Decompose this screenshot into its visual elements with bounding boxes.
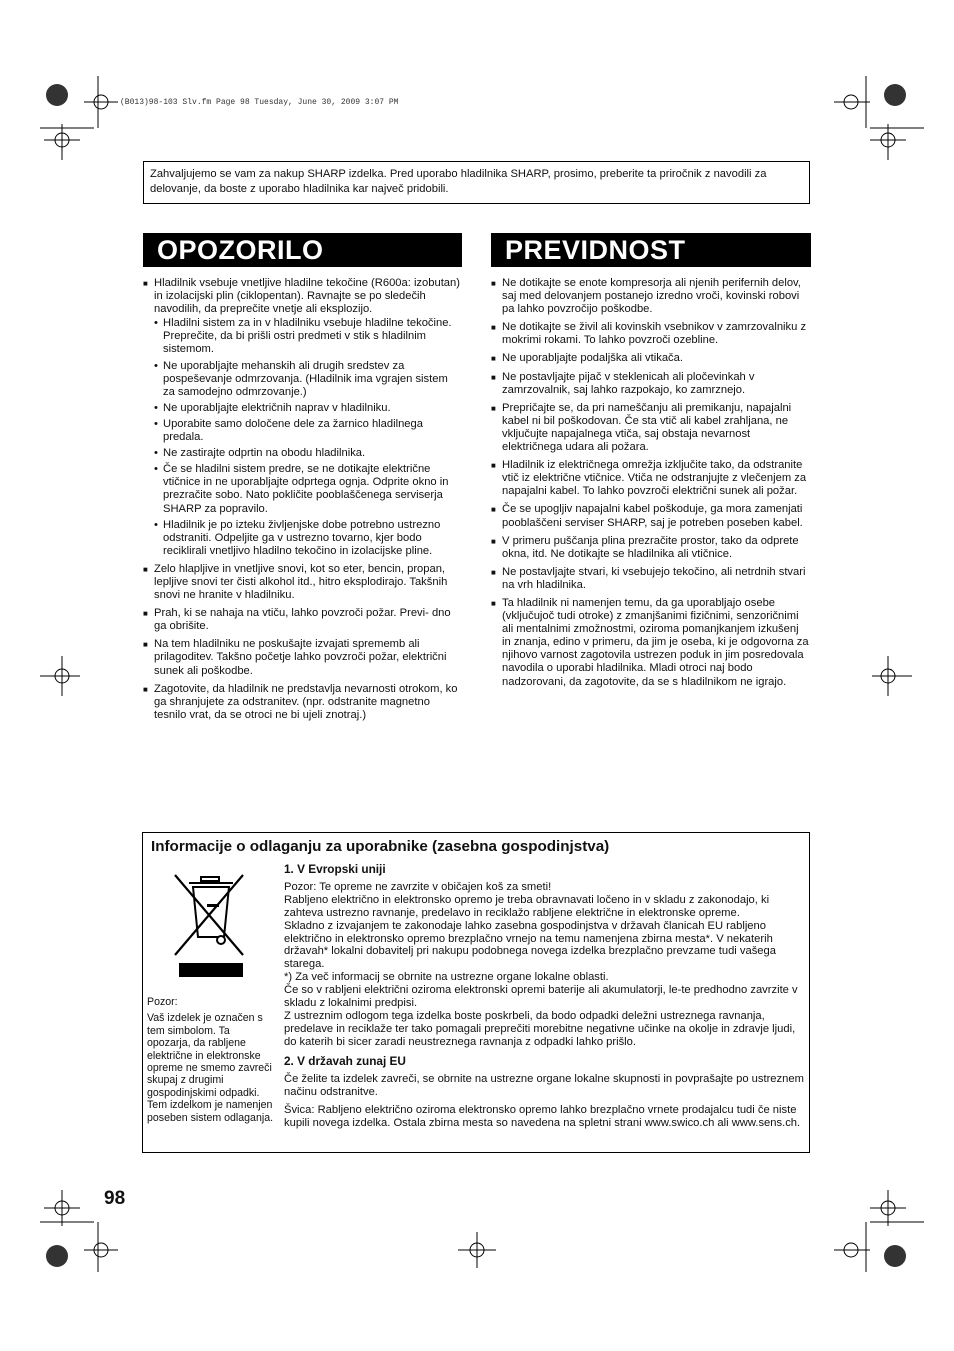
- caution-banner: PREVIDNOST: [491, 233, 811, 267]
- disposal-note: [147, 996, 275, 1128]
- caution-item: ■ Če se upogljiv napajalni kabel poškoduje, ga mora zamenjati pooblaščeni serviser SHARP, saj je potreben poseben kabel.: [491, 503, 810, 529]
- caution-item: ■ Ne uporabljajte podaljška ali vtikača.: [491, 352, 810, 365]
- non-eu-paragraph: Če želite ta izdelek zavreči, se obrnite na ustrezne organe lokalne skupnosti in povprašajte po ustreznem načinu odstranitve.: [284, 1072, 804, 1098]
- eu-paragraph: *) Za več informacij se obrnite na ustrezne organe lokalne oblasti.: [284, 971, 609, 984]
- disposal-info-box: [142, 832, 810, 1153]
- crossed-out-wheelie-bin-icon: [171, 871, 249, 981]
- caution-item: ■ Ne dotikajte se enote kompresorja ali njenih perifernih delov, saj med delovanjem postanejo izredno vroči, kovinski robovi pa lahko povzročijo poškodbe.: [491, 277, 810, 316]
- warning-item: ■ Zelo hlapljive in vnetljive snovi, kot so eter, bencin, propan, lepljive snovi ter čisti alkohol itd., hitro eksplodirajo. Takšnih snovi ne hranite v hladilniku.: [143, 563, 461, 602]
- note-label: Pozor:: [147, 996, 178, 1008]
- page-number: 98: [104, 1188, 126, 1209]
- warning-item: ■ Prah, ki se nahaja na vtiču, lahko povzroči požar. Previ- dno ga obrišite.: [143, 607, 461, 633]
- caution-item: ■ Prepričajte se, da pri nameščanju ali premikanju, napajalni kabel ni bil poškodovan. Če sta vtič ali kabel zrahljana, ne vključujte napajalnega vtiča, saj obstaja nevarnost električnega udara ali požara.: [491, 402, 810, 454]
- caution-item: ■ Ta hladilnik ni namenjen temu, da ga uporabljajo osebe (vključujoč tudi otroke) z zmanjšanimi fizičnimi, senzoričnimi ali mentalnimi zmožnostmi, oziroma pomanjkanjem izkušenj in znanja, edino v primeru, da jim je oseba, ki je odgovorna za njihovo varnost zagotovila ustrezen poduk in jim posredovala navodila o uporabi hladilnika. Mladi otroci naj bodo nadzorovani, da zagotovite, da se s hladilnikom ne igrajo.: [491, 597, 810, 689]
- non-eu-heading: 2. V državah zunaj EU: [284, 1053, 406, 1068]
- warning-sub-item: • Hladilni sistem za in v hladilniku vsebuje hladilne tekočine. Preprečite, da bi prišli ostri predmeti v stik s hladilnim sistemom.: [154, 317, 461, 356]
- note-text: Vaš izdelek je označen s tem simbolom. Ta opozarja, da rabljene električne in elektronske opreme ne smemo zavreči skupaj z drugimi gospodinjskimi odpadki. Tem izdelkom je namenjen poseben sistem odlaganja.: [147, 1012, 274, 1124]
- disposal-title: Informacije o odlaganju za uporabnike (zasebna gospodinjstva): [151, 838, 610, 855]
- eu-paragraph: Z ustreznim odlogom tega izdelka boste poskrbeli, da bodo odpadki deležni ustreznega ravnanja, predelave in reciklaže ter tako pomagali preprečiti morebitne negativne učinke na okolje in zdravje ljudi, do katerih bi sicer zaradi neustreznega ravnanja z odpadki lahko prišlo.: [284, 1009, 796, 1048]
- warning-banner: OPOZORILO: [143, 233, 462, 267]
- eu-paragraph: Rabljeno električno in elektronsko opremo je treba obravnavati ločeno in v skladu z zakonodajo, ki zahteva ustrezno ravnanje, predelavo in reciklažo rabljene električne in elektronske opreme.: [284, 893, 770, 919]
- caution-item: ■ Hladilnik iz električnega omrežja izključite tako, da odstranite vtič iz električne vtičnice. Vtiča ne odstranjujte z vlečenjem za napajalni kabel. To lahko povzroči električni sunek ali požar.: [491, 459, 810, 498]
- warning-sub-item: • Ne uporabljajte mehanskih ali drugih sredstev za pospeševanje odmrzovanja. (Hladilnik ima vgrajen sistem za samodejno odmrzovanje.): [154, 360, 461, 399]
- intro-box: Zahvaljujemo se vam za nakup SHARP izdelka. Pred uporabo hladilnika SHARP, prosimo, preberite ta priročnik z navodili za delovanje, da boste z uporabo hladilnika kar največ pridobili.: [143, 161, 810, 204]
- disposal-right-text: [284, 863, 806, 1130]
- file-header-line: (B013)98-103 Slv.fm Page 98 Tuesday, June 30, 2009 3:07 PM: [120, 98, 399, 107]
- warning-sub-item: • Ne zastirajte odprtin na obodu hladilnika.: [154, 447, 461, 460]
- warning-item-text: Hladilnik vsebuje vnetljive hladilne tekočine (R600a: izobutan) in izolacijski plin (ciklopentan). Ravnajte se po sledečih navodilih, da preprečite vnetje ali eksplozijo.: [154, 277, 460, 316]
- warning-item: ■ Na tem hladilniku ne poskušajte izvajati sprememb ali prilagoditev. Takšno početje lahko povzroči požar, električni sunek ali poškodbe.: [143, 638, 461, 677]
- caution-item: ■ Ne postavljajte stvari, ki vsebujejo tekočino, ali netrdnih stvari na vrh hladilnika.: [491, 566, 810, 592]
- warning-sub-item: • Hladilnik je po izteku življenjske dobe potrebno ustrezno odstraniti. Odpeljite ga v ustrezno tovarno, kjer bodo reciklirali vnetljivo hladilno tekočino in izolacijske pline.: [154, 519, 461, 558]
- warning-item: ■ Zagotovite, da hladilnik ne predstavlja nevarnosti otrokom, ko ga shranjujete za odstranitev. (npr. odstranite magnetno tesnilo vrat, da se otroci ne bi ujeli znotraj.): [143, 683, 461, 722]
- warning-sub-item: • Ne uporabljajte električnih naprav v hladilniku.: [154, 402, 461, 415]
- caution-item: ■ V primeru puščanja plina prezračite prostor, tako da odprete okna, itd. Ne dotikajte se hladilnika ali vtičnice.: [491, 535, 810, 561]
- eu-paragraph: Pozor: Te opreme ne zavrzite v običajen koš za smeti!: [284, 880, 552, 893]
- eu-paragraph: Skladno z izvajanjem te zakonodaje lahko zasebna gospodinjstva v državah članicah EU rabljeno električno in elektronsko opremo brezplačno vrnejo na temu namenjena zbirna mesta*. V nekaterih državah* lokalni dobavitelj pri nakupu podobnega novega izdelka brezplačno prevzame tudi vašega starega.: [284, 919, 776, 971]
- warning-item: [143, 277, 461, 558]
- warning-column: [143, 277, 461, 727]
- caution-item: ■ Ne postavljajte pijač v steklenicah ali pločevinkah v zamrzovalnik, saj lahko razpokajo, ko zamrznejo.: [491, 371, 810, 397]
- caution-column: [491, 277, 810, 694]
- non-eu-paragraph: Švica: Rabljeno električno oziroma elektronsko opremo lahko brezplačno vrnete prodajalcu tudi če niste kupili novega izdelka. Ostala zbirna mesta so navedena na spletni strani www.swico.ch ali www.sens.ch.: [284, 1104, 801, 1130]
- eu-paragraph: Če so v rabljeni električni oziroma elektronski opremi baterije ali akumulatorji, le-te predhodno zavrzite v skladu z lokalnimi predpisi.: [284, 984, 798, 1010]
- eu-heading: 1. V Evropski uniji: [284, 862, 386, 876]
- warning-sub-list: [154, 317, 461, 558]
- warning-sub-item: • Uporabite samo določene dele za žarnico hladilnega predala.: [154, 418, 461, 444]
- caution-item: ■ Ne dotikajte se živil ali kovinskih vsebnikov v zamrzovalniku z mokrimi rokami. To lahko povzroči ozebline.: [491, 321, 810, 347]
- warning-sub-item: • Če se hladilni sistem predre, se ne dotikajte električne vtičnice in ne uporabljajte odprtega ognja. Odprite okno in prezračite sobo. Nato pokličite pooblaščenega serviserja SHARP za popravilo.: [154, 463, 461, 515]
